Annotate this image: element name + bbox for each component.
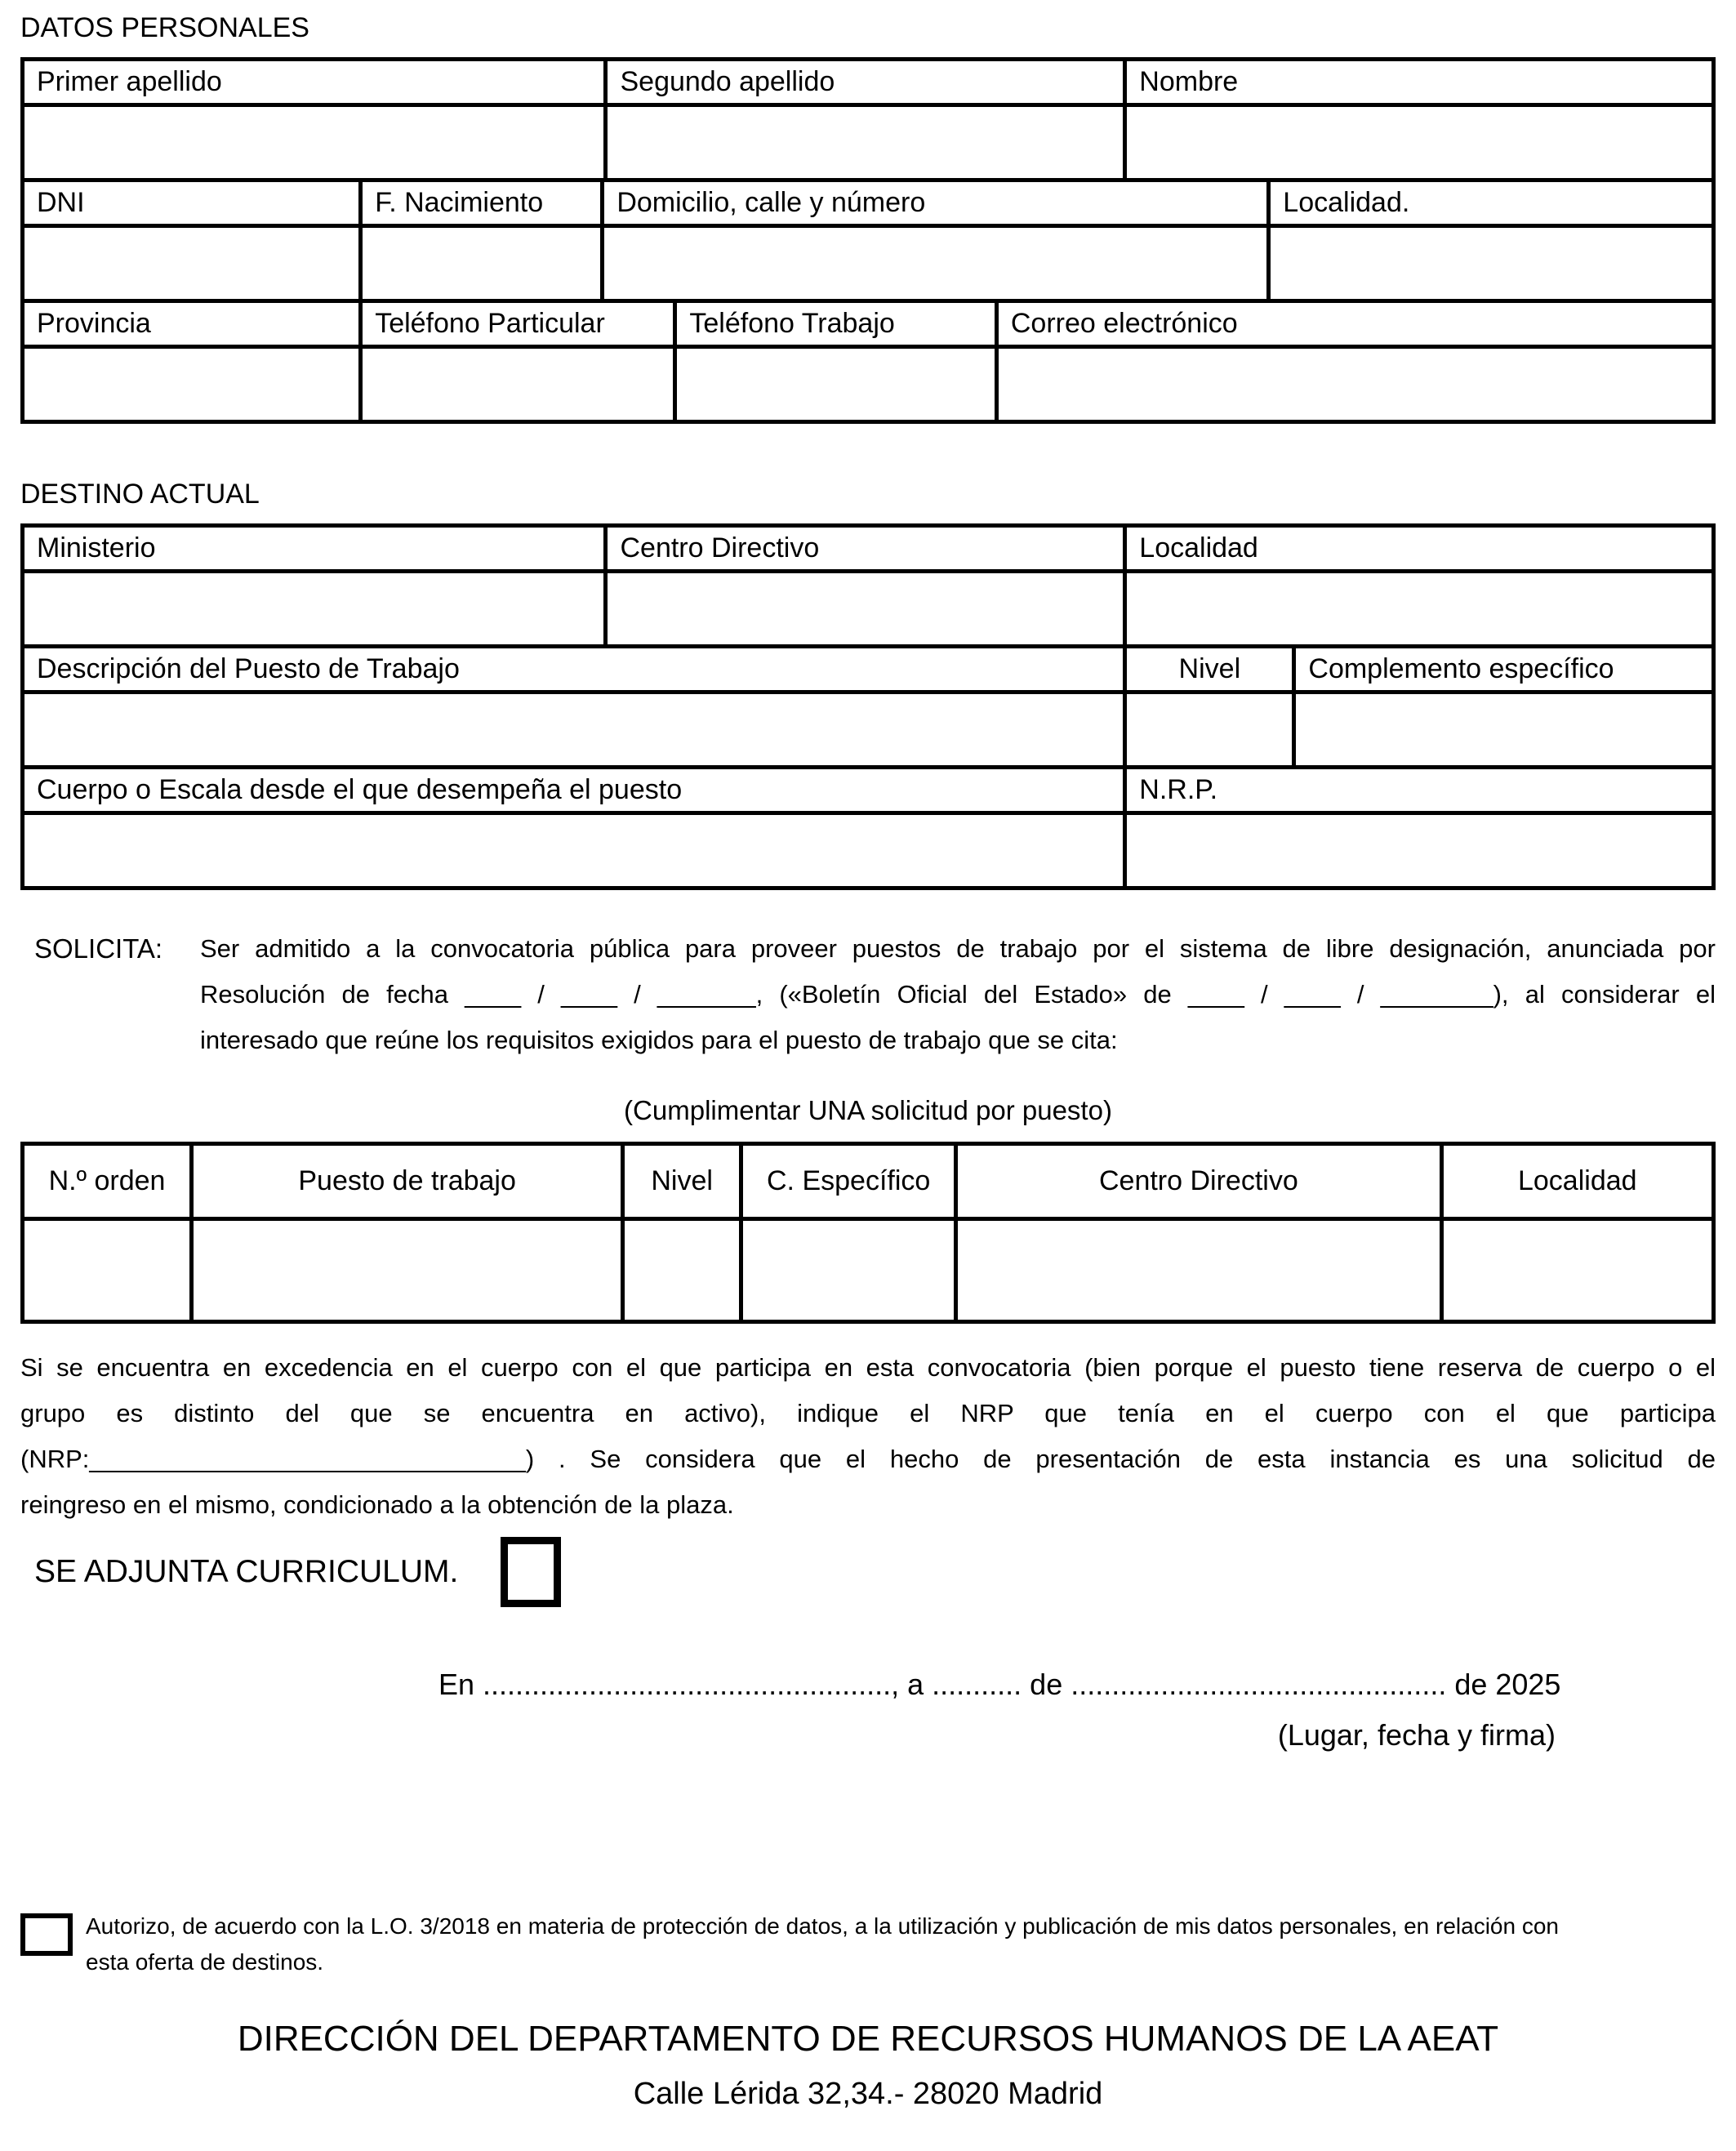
destino-actual-table — [20, 523, 1716, 890]
field-nrp[interactable] — [1125, 813, 1714, 888]
field-nombre[interactable] — [1125, 105, 1714, 180]
excedencia-paragraph — [20, 1345, 1716, 1528]
label-nombre: Nombre — [1125, 60, 1714, 105]
header-num-orden: N.º orden — [23, 1144, 192, 1219]
label-destino-localidad: Localidad — [1125, 526, 1714, 572]
field-primer-apellido[interactable] — [23, 105, 606, 180]
field-nivel[interactable] — [1125, 693, 1294, 768]
field-puesto-centro-directivo[interactable] — [956, 1219, 1441, 1322]
field-puesto-trabajo[interactable] — [192, 1219, 623, 1322]
solicita-line: Ser admitido a la convocatoria pública para proveer puestos de trabajo por el sistema de libre designación, anunciada por — [200, 934, 1716, 963]
cumplimentar-note: (Cumplimentar UNA solicitud por puesto) — [624, 1095, 1112, 1125]
field-descripcion-puesto[interactable] — [23, 693, 1125, 768]
label-dni: DNI — [23, 180, 361, 226]
autorizo-text-line: esta oferta de destinos. — [86, 1949, 324, 1975]
header-puesto-trabajo: Puesto de trabajo — [192, 1144, 623, 1219]
label-localidad: Localidad. — [1269, 180, 1714, 226]
curriculum-row — [34, 1534, 1716, 1610]
label-telefono-particular: Teléfono Particular — [361, 301, 675, 347]
label-f-nacimiento: F. Nacimiento — [361, 180, 603, 226]
field-puesto-nivel[interactable] — [623, 1219, 741, 1322]
puestos-table — [20, 1142, 1716, 1324]
field-ministerio[interactable] — [23, 572, 606, 647]
curriculum-checkbox[interactable] — [501, 1537, 561, 1607]
lugar-fecha-firma-label: (Lugar, fecha y firma) — [1277, 1718, 1556, 1752]
field-cuerpo-escala[interactable] — [23, 813, 1125, 888]
field-telefono-trabajo[interactable] — [675, 347, 996, 422]
field-domicilio[interactable] — [603, 226, 1269, 301]
label-segundo-apellido: Segundo apellido — [606, 60, 1125, 105]
field-telefono-particular[interactable] — [361, 347, 675, 422]
header-nivel: Nivel — [623, 1144, 741, 1219]
label-nrp: N.R.P. — [1125, 768, 1714, 813]
label-correo-electronico: Correo electrónico — [996, 301, 1713, 347]
label-nivel: Nivel — [1125, 647, 1294, 693]
curriculum-label: SE ADJUNTA CURRICULUM. — [34, 1554, 459, 1589]
excedencia-line: (NRP:_______________________________) . Se considera que el hecho de presentación de esta instancia es una solicitud de — [20, 1445, 1716, 1473]
excedencia-line: Si se encuentra en excedencia en el cuerpo con el que participa en esta convocatoria (bien porque el puesto tiene reserva de cuerpo o el — [20, 1353, 1716, 1382]
solicita-section — [34, 926, 1716, 1063]
label-cuerpo-escala: Cuerpo o Escala desde el que desempeña el puesto — [23, 768, 1125, 813]
footer-address: Calle Lérida 32,34.- 28020 Madrid — [633, 2077, 1103, 2111]
place-date-line[interactable]: En .................................................., a ........... de .............................................. de 2025 — [438, 1668, 1561, 1701]
autorizo-text-line: Autorizo, de acuerdo con la L.O. 3/2018 en materia de protección de datos, a la utilización y publicación de mis datos personales, en relación con — [86, 1913, 1559, 1939]
field-segundo-apellido[interactable] — [606, 105, 1125, 180]
label-descripcion-puesto: Descripción del Puesto de Trabajo — [23, 647, 1125, 693]
label-provincia: Provincia — [23, 301, 361, 347]
label-telefono-trabajo: Teléfono Trabajo — [675, 301, 996, 347]
label-domicilio: Domicilio, calle y número — [603, 180, 1269, 226]
header-centro-directivo: Centro Directivo — [956, 1144, 1441, 1219]
field-localidad[interactable] — [1269, 226, 1714, 301]
field-centro-directivo[interactable] — [606, 572, 1125, 647]
field-dni[interactable] — [23, 226, 361, 301]
field-correo-electronico[interactable] — [996, 347, 1713, 422]
label-primer-apellido: Primer apellido — [23, 60, 606, 105]
datos-personales-title: DATOS PERSONALES — [20, 12, 309, 43]
field-provincia[interactable] — [23, 347, 361, 422]
autorizacion-row — [20, 1908, 1716, 1980]
excedencia-line: grupo es distinto del que se encuentra en activo), indique el NRP que tenía en el cuerpo con el que participa — [20, 1399, 1716, 1427]
field-destino-localidad[interactable] — [1125, 572, 1714, 647]
footer-direccion: DIRECCIÓN DEL DEPARTAMENTO DE RECURSOS HUMANOS DE LA AEAT — [237, 2019, 1499, 2059]
field-f-nacimiento[interactable] — [361, 226, 603, 301]
datos-personales-table — [20, 57, 1716, 424]
label-ministerio: Ministerio — [23, 526, 606, 572]
solicita-line: Resolución de fecha ____ / ____ / _______, («Boletín Oficial del Estado» de ____ / ____ / ________), al considerar el — [200, 980, 1716, 1009]
autorizo-checkbox[interactable] — [20, 1913, 73, 1956]
field-complemento-especifico[interactable] — [1294, 693, 1714, 768]
field-puesto-localidad[interactable] — [1441, 1219, 1713, 1322]
excedencia-line: reingreso en el mismo, condicionado a la obtención de la plaza. — [20, 1490, 734, 1519]
header-c-especifico: C. Específico — [741, 1144, 956, 1219]
header-localidad: Localidad — [1441, 1144, 1713, 1219]
label-complemento-especifico: Complemento específico — [1294, 647, 1714, 693]
field-num-orden[interactable] — [23, 1219, 192, 1322]
solicita-line: interesado que reúne los requisitos exigidos para el puesto de trabajo que se cita: — [200, 1026, 1118, 1054]
solicita-heading: SOLICITA: — [34, 933, 163, 964]
destino-actual-title: DESTINO ACTUAL — [20, 479, 260, 510]
label-centro-directivo: Centro Directivo — [606, 526, 1125, 572]
field-c-especifico[interactable] — [741, 1219, 956, 1322]
